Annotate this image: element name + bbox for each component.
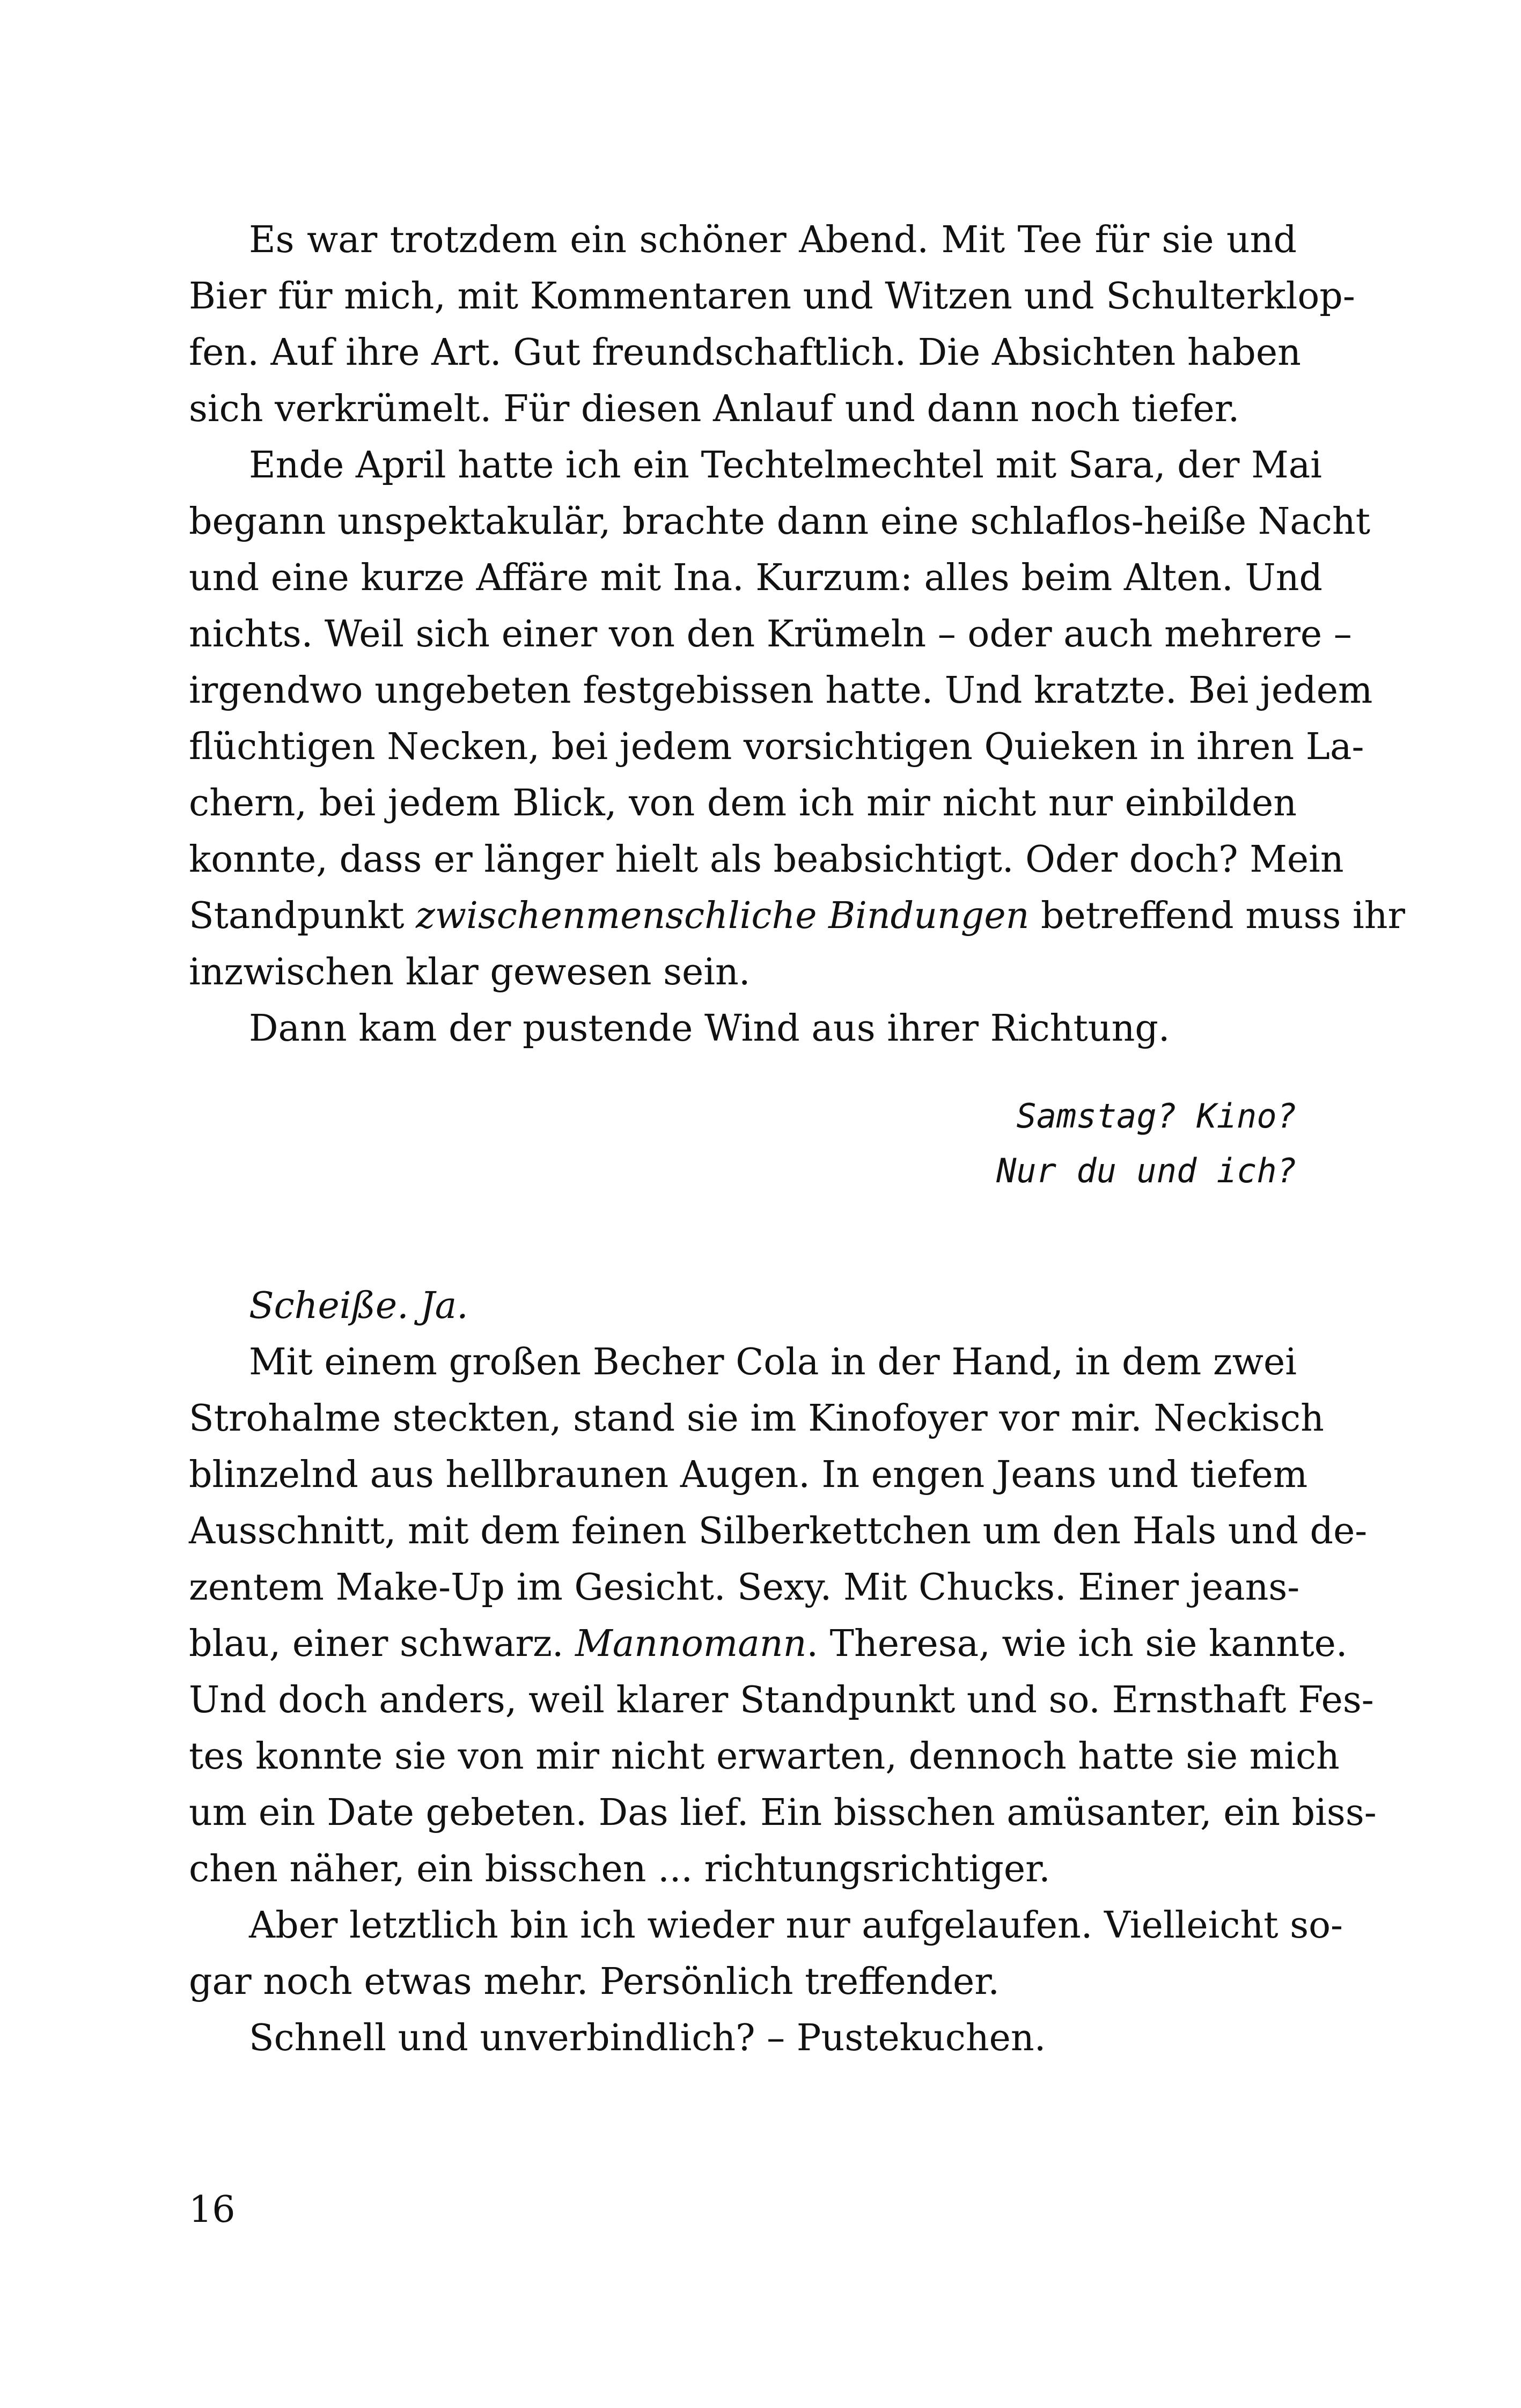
- line-text: betreffend muss ihr: [1029, 895, 1406, 937]
- text-line: Aber letztlich bin ich wieder nur aufgelaufen. Vielleicht so-: [249, 1904, 1343, 1947]
- text-line: [189, 888, 1406, 944]
- text-line: gar noch etwas mehr. Persönlich treffender.: [189, 1961, 1000, 2003]
- emphasis: Mannomann: [575, 1623, 807, 1665]
- text-line: Strohalme steckten, stand sie im Kinofoyer vor mir. Neckisch: [189, 1397, 1324, 1440]
- text-line: irgendwo ungebeten festgebissen hatte. Und kratzte. Bei jedem: [189, 669, 1373, 712]
- paragraph: [189, 1000, 1297, 1057]
- text-line: blinzelnd aus hellbraunen Augen. In engen Jeans und tiefem: [189, 1454, 1308, 1496]
- text-line: konnte, dass er länger hielt als beabsichtigt. Oder doch? Mein: [189, 838, 1344, 881]
- text-line: um ein Date gebeten. Das lief. Ein bisschen amüsanter, ein biss-: [189, 1792, 1377, 1834]
- text-line: Schnell und unverbindlich? – Pustekuchen.: [249, 2017, 1046, 2059]
- paragraph: [189, 212, 1355, 437]
- text-line: Ausschnitt, mit dem feinen Silberkettchen um den Hals und de-: [189, 1510, 1368, 1552]
- paragraph: [189, 2010, 1297, 2066]
- text-line: chern, bei jedem Blick, von dem ich mir nicht nur einbilden: [189, 782, 1297, 824]
- body-text: [189, 212, 1406, 2066]
- paragraph: [189, 1897, 1343, 2010]
- emphasis: zwischenmenschliche Bindungen: [416, 895, 1030, 937]
- text-line: Dann kam der pustende Wind aus ihrer Richtung.: [249, 1007, 1170, 1050]
- text-line: und eine kurze Affäre mit Ina. Kurzum: alles beim Alten. Und: [189, 557, 1323, 599]
- text-line: sich verkrümelt. Für diesen Anlauf und dann noch tiefer.: [189, 388, 1240, 430]
- paragraph: [189, 1334, 1377, 1897]
- text-line: zentem Make-Up im Gesicht. Sexy. Mit Chucks. Einer jeans-: [189, 1566, 1300, 1609]
- inner-reply: [189, 1278, 1297, 1334]
- text-line: chen näher, ein bisschen ... richtungsrichtiger.: [189, 1848, 1050, 1890]
- text-line: Bier für mich, mit Kommentaren und Witzen und Schulterklop-: [189, 275, 1355, 318]
- text-line: Mit einem großen Becher Cola in der Hand, in dem zwei: [249, 1341, 1297, 1383]
- text-line: tes konnte sie von mir nicht erwarten, dennoch hatte sie mich: [189, 1735, 1340, 1778]
- text-message: [189, 1089, 1297, 1198]
- text-line: begann unspektakulär, brachte dann eine schlaflos-heiße Nacht: [189, 500, 1371, 543]
- message-line: Nur du und ich?: [996, 1151, 1297, 1190]
- page-number: 16: [189, 2189, 236, 2231]
- text-line: Und doch anders, weil klarer Standpunkt und so. Ernsthaft Fes-: [189, 1679, 1374, 1721]
- paragraph: [189, 437, 1406, 1000]
- message-line: Samstag? Kino?: [1016, 1096, 1297, 1136]
- text-line: Es war trotzdem ein schöner Abend. Mit Tee für sie und: [249, 219, 1297, 261]
- text-line: Ende April hatte ich ein Techtelmechtel mit Sara, der Mai: [249, 444, 1322, 487]
- text-line: nichts. Weil sich einer von den Krümeln – oder auch mehrere –: [189, 613, 1352, 656]
- text-line: inzwischen klar gewesen sein.: [189, 951, 751, 993]
- line-text: . Theresa, wie ich sie kannte.: [806, 1623, 1348, 1665]
- text-line: fen. Auf ihre Art. Gut freundschaftlich. Die Absichten haben: [189, 332, 1301, 374]
- text-line: [189, 1278, 1297, 1334]
- line-text: blau, einer schwarz.: [189, 1623, 576, 1665]
- line-text: Standpunkt: [189, 895, 416, 937]
- text-line: flüchtigen Necken, bei jedem vorsichtigen Quieken in ihren La-: [189, 726, 1364, 768]
- text-line: [189, 1616, 1348, 1672]
- emphasis: Scheiße. Ja.: [249, 1285, 468, 1327]
